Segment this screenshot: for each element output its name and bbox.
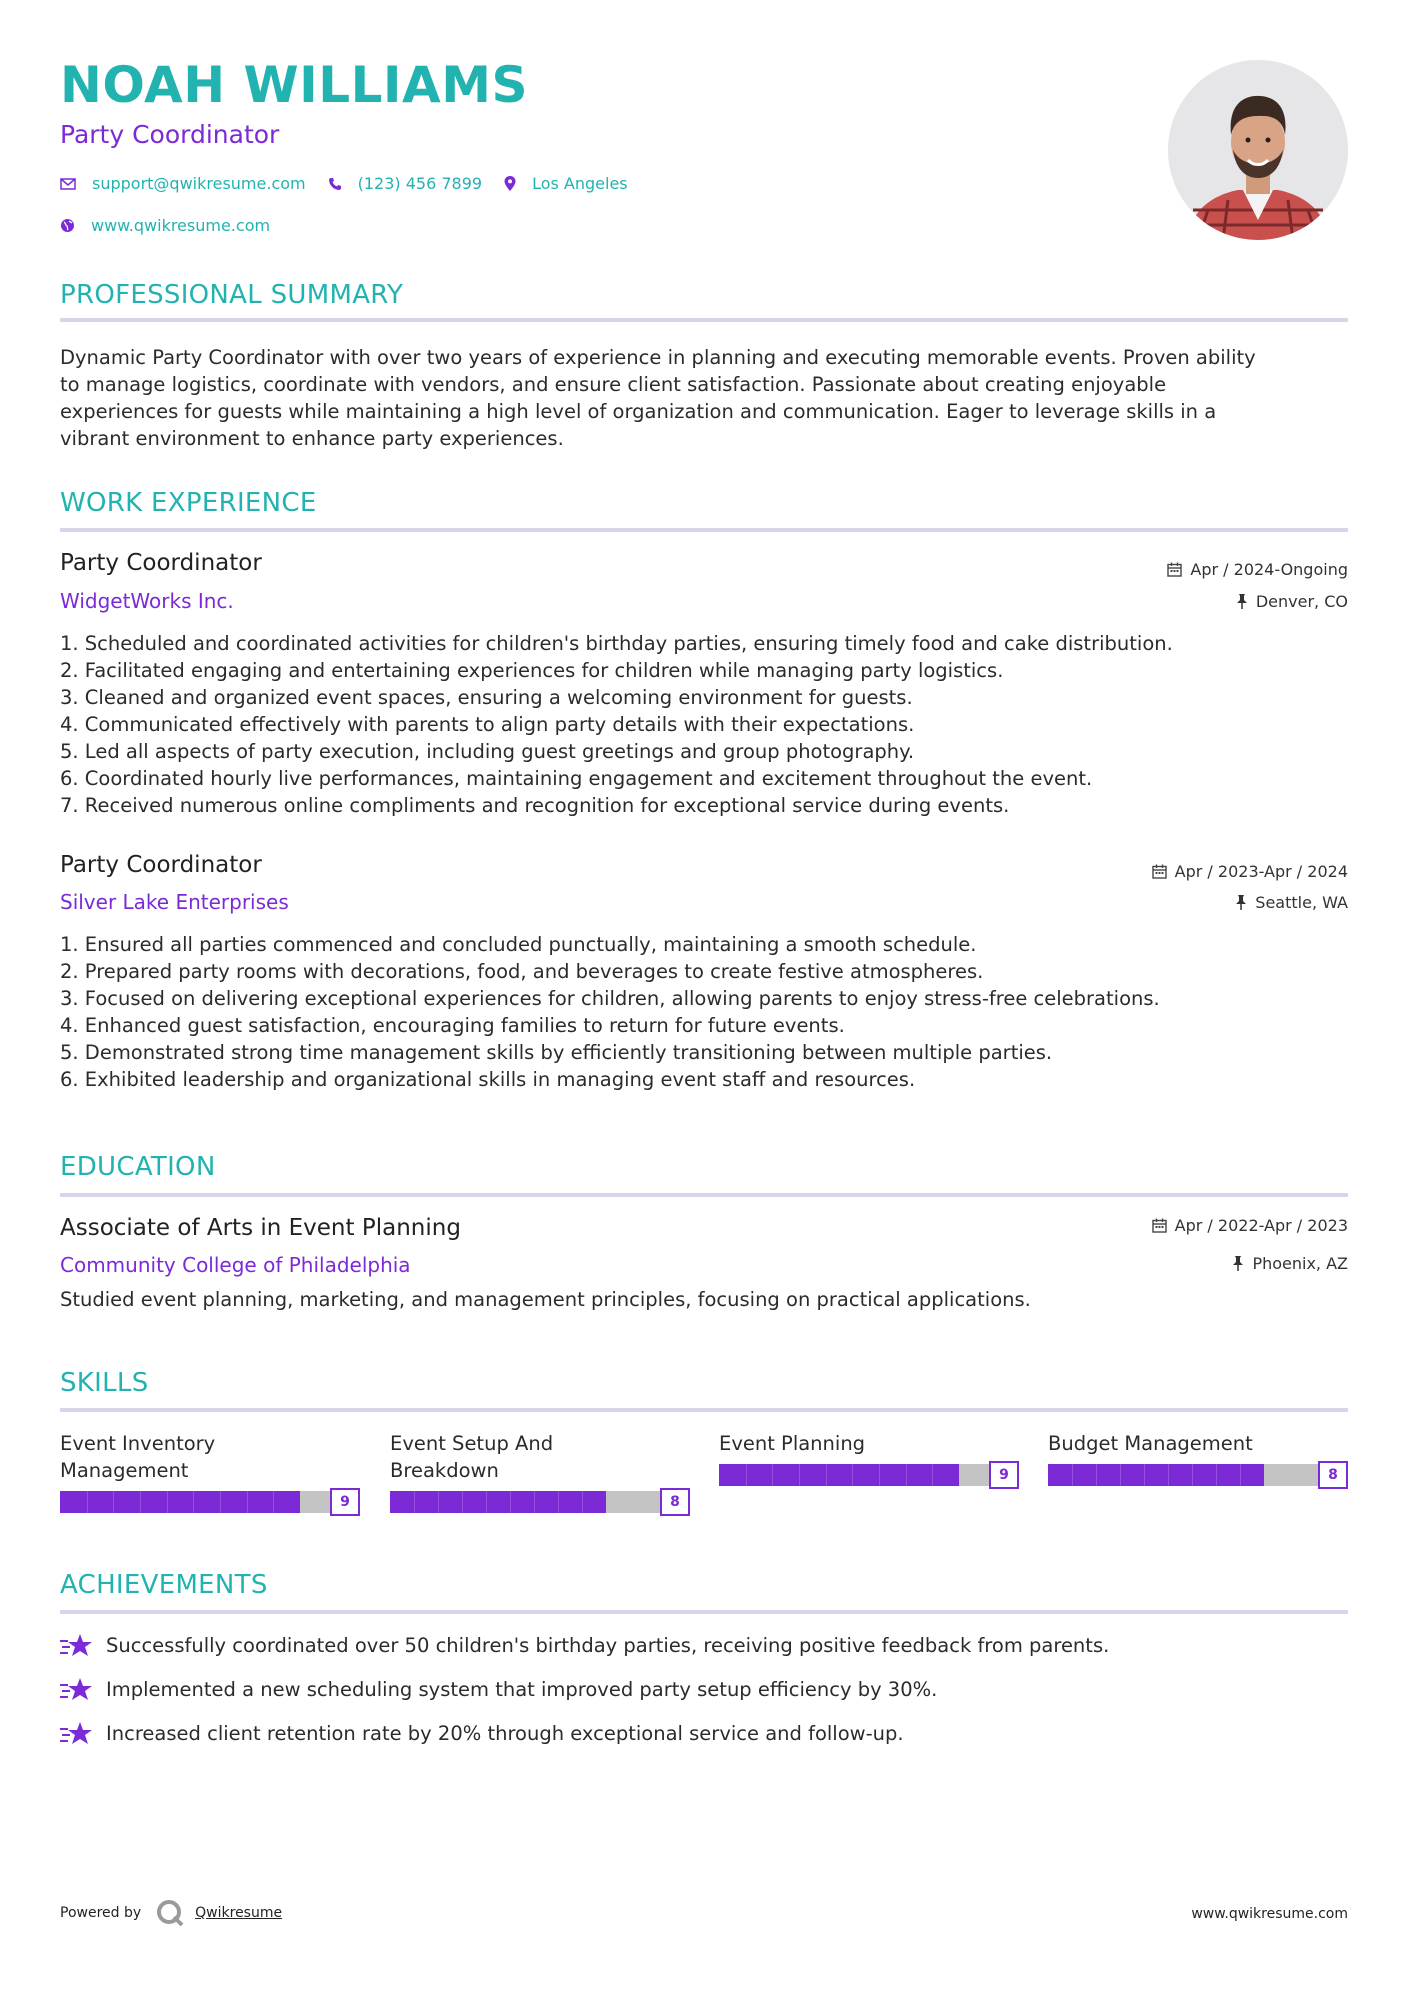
contact-location	[504, 174, 628, 193]
job-dates-text: Apr / 2023-Apr / 2024	[1174, 862, 1348, 881]
skill-item	[60, 1430, 360, 1510]
website-text: www.qwikresume.com	[91, 216, 271, 235]
skill-bar-segment	[414, 1491, 415, 1513]
skill-bar	[60, 1488, 360, 1516]
skill-bar-segment	[1096, 1464, 1097, 1486]
skill-score: 8	[660, 1488, 690, 1516]
degree-title: Associate of Arts in Event Planning	[60, 1215, 461, 1241]
achievement-item	[60, 1676, 937, 1702]
location-text: Los Angeles	[532, 174, 628, 193]
education-heading: EDUCATION	[60, 1152, 216, 1182]
list-item: 6. Exhibited leadership and organizational skills in managing event staff and resources.	[60, 1068, 916, 1091]
list-item: 1. Ensured all parties commenced and concluded punctually, maintaining a smooth schedule.	[60, 933, 977, 956]
job-location	[1236, 592, 1348, 611]
qwikresume-link[interactable]: Qwikresume	[195, 1905, 283, 1921]
skill-score: 8	[1318, 1461, 1348, 1489]
skill-bar-segment	[1192, 1464, 1193, 1486]
pushpin-icon	[1232, 1256, 1244, 1271]
globe-icon	[60, 218, 75, 233]
skill-item	[1048, 1430, 1348, 1483]
skill-item	[390, 1430, 690, 1510]
contact-website[interactable]	[60, 216, 270, 235]
skill-bar	[719, 1461, 1019, 1489]
map-pin-icon	[504, 176, 516, 191]
contact-row	[60, 174, 650, 193]
shooting-star-icon	[60, 1720, 94, 1746]
achievements-heading: ACHIEVEMENTS	[60, 1570, 268, 1600]
skill-bar-segment	[1072, 1464, 1073, 1486]
skill-bar-segment	[879, 1464, 880, 1486]
skill-item	[719, 1430, 1019, 1483]
skill-bar-segment	[1216, 1464, 1217, 1486]
experience-divider	[60, 528, 1348, 532]
qwikresume-logo-icon	[155, 1898, 185, 1928]
summary-divider	[60, 318, 1348, 322]
skill-bar-fill	[60, 1491, 300, 1513]
job-location-text: Seattle, WA	[1255, 893, 1348, 912]
skill-bar-fill	[390, 1491, 606, 1513]
powered-by-label: Powered by	[60, 1905, 142, 1921]
contact-email[interactable]	[60, 174, 306, 193]
skills-divider	[60, 1408, 1348, 1412]
skill-bar-segment	[772, 1464, 773, 1486]
job-location	[1235, 893, 1348, 912]
job-title: Party Coordinator	[60, 852, 262, 878]
skill-bar-segment	[113, 1491, 114, 1513]
skill-bar-segment	[558, 1491, 559, 1513]
skill-name-line: Event Planning	[719, 1432, 866, 1455]
calendar-icon	[1152, 864, 1167, 879]
achievement-text: Increased client retention rate by 20% through exceptional service and follow-up.	[106, 1721, 904, 1745]
skill-bar-segment	[247, 1491, 248, 1513]
list-item: 1. Scheduled and coordinated activities for children's birthday parties, ensuring timely food and cake distribution.	[60, 632, 1173, 655]
skill-bar-segment	[462, 1491, 463, 1513]
candidate-name: NOAH WILLIAMS	[60, 56, 528, 114]
job-company: Silver Lake Enterprises	[60, 890, 289, 914]
calendar-icon	[1167, 562, 1182, 577]
skill-bar-fill	[1048, 1464, 1264, 1486]
skill-score: 9	[330, 1488, 360, 1516]
summary-line: Dynamic Party Coordinator with over two years of experience in planning and executing memorable events. Proven ability	[60, 346, 1256, 369]
skill-name-line: Management	[60, 1459, 189, 1482]
envelope-icon	[60, 178, 76, 190]
skill-bar-segment	[167, 1491, 168, 1513]
skill-bar-segment	[273, 1491, 274, 1513]
list-item: 3. Cleaned and organized event spaces, ensuring a welcoming environment for guests.	[60, 686, 913, 709]
skill-bar-segment	[852, 1464, 853, 1486]
summary-line: to manage logistics, coordinate with vendors, and ensure client satisfaction. Passionate about creating enjoyable	[60, 373, 1167, 396]
pushpin-icon	[1236, 594, 1248, 609]
job-company: WidgetWorks Inc.	[60, 589, 234, 613]
skill-bar-segment	[1144, 1464, 1145, 1486]
skill-bar-segment	[932, 1464, 933, 1486]
job-bullets	[60, 931, 1350, 1093]
skill-bar-segment	[1120, 1464, 1121, 1486]
list-item: 2. Prepared party rooms with decorations, food, and beverages to create festive atmospheres.	[60, 960, 984, 983]
achievement-text: Successfully coordinated over 50 children's birthday parties, receiving positive feedback from parents.	[106, 1633, 1110, 1657]
skill-bar-segment	[510, 1491, 511, 1513]
experience-heading: WORK EXPERIENCE	[60, 488, 317, 518]
achievements-divider	[60, 1610, 1348, 1614]
profile-avatar-icon	[1168, 60, 1348, 240]
phone-text: (123) 456 7899	[357, 174, 483, 193]
list-item: 4. Communicated effectively with parents to align party details with their expectations.	[60, 713, 915, 736]
education-divider	[60, 1193, 1348, 1197]
list-item: 7. Received numerous online compliments and recognition for exceptional service during events.	[60, 794, 1010, 817]
contact-phone[interactable]	[328, 174, 482, 193]
skill-bar	[1048, 1461, 1348, 1489]
skill-bar-segment	[438, 1491, 439, 1513]
skills-heading: SKILLS	[60, 1368, 149, 1398]
skill-bar-segment	[906, 1464, 907, 1486]
summary-heading: PROFESSIONAL SUMMARY	[60, 280, 404, 310]
education-location-text: Phoenix, AZ	[1252, 1254, 1348, 1273]
list-item: 5. Led all aspects of party execution, including guest greetings and group photography.	[60, 740, 915, 763]
skill-bar-segment	[826, 1464, 827, 1486]
skill-score: 9	[989, 1461, 1019, 1489]
skill-bar-segment	[1168, 1464, 1169, 1486]
education-dates	[1152, 1216, 1348, 1235]
phone-icon	[328, 177, 342, 191]
skill-bar-segment	[582, 1491, 583, 1513]
job-dates	[1152, 862, 1348, 881]
skill-bar-segment	[220, 1491, 221, 1513]
skill-bar-segment	[1240, 1464, 1241, 1486]
candidate-title: Party Coordinator	[60, 120, 280, 149]
skill-name-line: Budget Management	[1048, 1432, 1253, 1455]
skill-bar	[390, 1488, 690, 1516]
skill-name-line: Breakdown	[390, 1459, 499, 1482]
school-name: Community College of Philadelphia	[60, 1253, 411, 1277]
job-title: Party Coordinator	[60, 550, 262, 576]
profile-photo	[1168, 60, 1348, 240]
footer-website[interactable]: www.qwikresume.com	[1191, 1906, 1348, 1922]
education-description: Studied event planning, marketing, and management principles, focusing on practical applications.	[60, 1288, 1031, 1311]
summary-text	[60, 344, 1350, 452]
skill-bar-segment	[486, 1491, 487, 1513]
job-location-text: Denver, CO	[1255, 592, 1348, 611]
skill-bar-segment	[87, 1491, 88, 1513]
list-item: 3. Focused on delivering exceptional experiences for children, allowing parents to enjoy stress-free celebrations.	[60, 987, 1160, 1010]
list-item: 6. Coordinated hourly live performances, maintaining engagement and excitement throughout the event.	[60, 767, 1093, 790]
job-dates-text: Apr / 2024-Ongoing	[1190, 560, 1348, 579]
achievement-item	[60, 1720, 904, 1746]
achievement-item	[60, 1632, 1109, 1658]
skill-bar-segment	[799, 1464, 800, 1486]
summary-line: experiences for guests while maintaining a high level of organization and communication. Eager to leverage skills in a	[60, 400, 1217, 423]
email-text: support@qwikresume.com	[92, 174, 306, 193]
pushpin-icon	[1235, 895, 1247, 910]
skill-bar-segment	[746, 1464, 747, 1486]
education-dates-text: Apr / 2022-Apr / 2023	[1174, 1216, 1348, 1235]
skill-name-line: Event Setup And	[390, 1432, 554, 1455]
list-item: 4. Enhanced guest satisfaction, encouraging families to return for future events.	[60, 1014, 845, 1037]
list-item: 2. Facilitated engaging and entertaining experiences for children while managing party logistics.	[60, 659, 1004, 682]
achievement-text: Implemented a new scheduling system that improved party setup efficiency by 30%.	[106, 1677, 938, 1701]
footer-powered-by	[60, 1898, 282, 1928]
list-item: 5. Demonstrated strong time management skills by efficiently transitioning between multiple parties.	[60, 1041, 1053, 1064]
job-bullets	[60, 630, 1350, 819]
skill-bar-fill	[719, 1464, 959, 1486]
skill-name-line: Event Inventory	[60, 1432, 216, 1455]
skill-bar-segment	[140, 1491, 141, 1513]
job-dates	[1167, 560, 1348, 579]
skill-bar-segment	[534, 1491, 535, 1513]
shooting-star-icon	[60, 1676, 94, 1702]
skill-bar-segment	[193, 1491, 194, 1513]
education-location	[1232, 1254, 1348, 1273]
shooting-star-icon	[60, 1632, 94, 1658]
calendar-icon	[1152, 1218, 1167, 1233]
contact-row-website	[60, 216, 292, 235]
summary-line: vibrant environment to enhance party experiences.	[60, 427, 564, 450]
